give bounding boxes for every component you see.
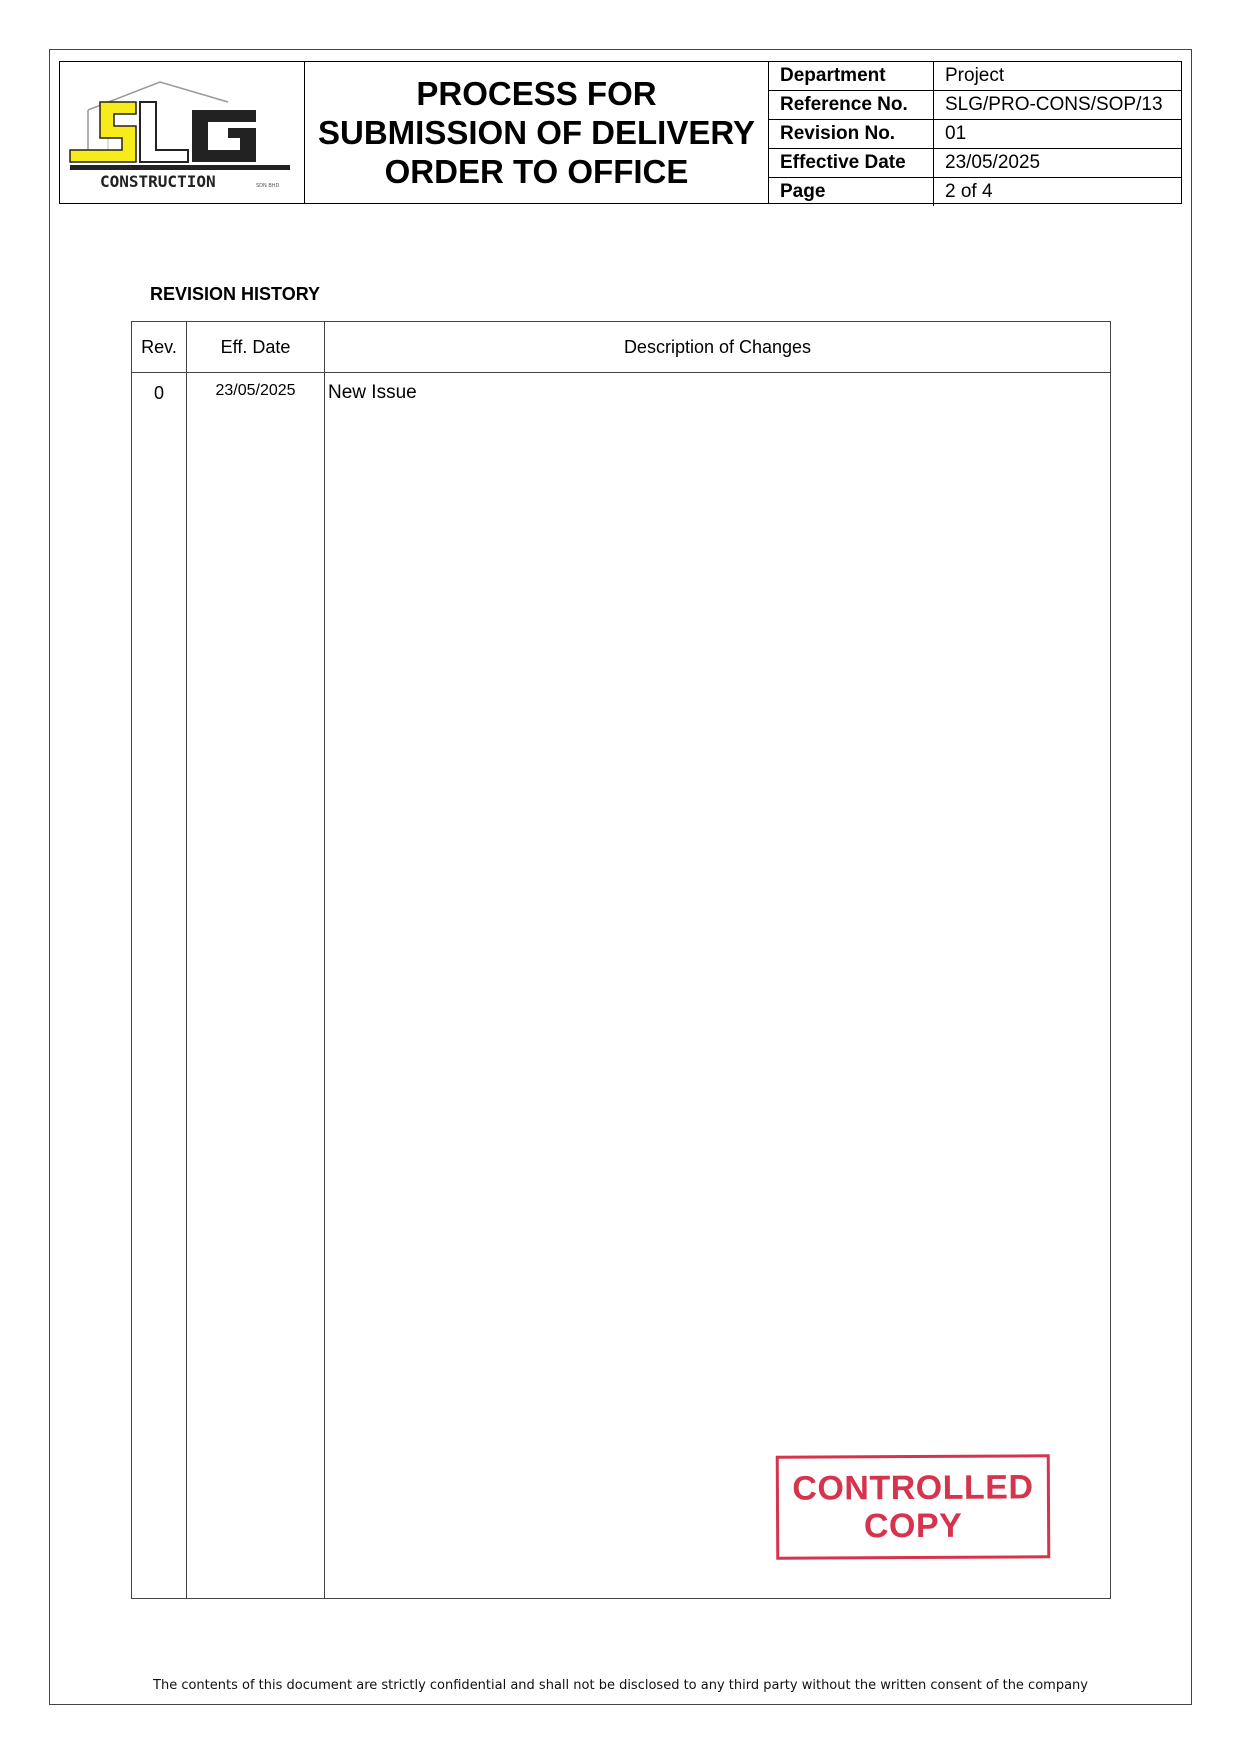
title-line-3: ORDER TO OFFICE (384, 153, 689, 190)
meta-label: Revision No. (769, 120, 934, 149)
revision-history-title: REVISION HISTORY (150, 284, 321, 304)
column-header-description: Description of Changes (325, 322, 1111, 373)
meta-row-reference (769, 91, 1181, 120)
meta-value: Project (934, 62, 1182, 91)
column-header-date: Eff. Date (187, 322, 325, 373)
confidentiality-footer: The contents of this document are strictly confidential and shall not be disclosed to any third party without the written consent of the company (153, 1678, 1088, 1693)
stamp-line-2: COPY (863, 1506, 963, 1546)
company-logo (60, 62, 305, 203)
title-line-2: SUBMISSION OF DELIVERY (318, 114, 755, 151)
meta-value: SLG/PRO-CONS/SOP/13 (934, 91, 1182, 120)
svg-text:SDN BHD: SDN BHD (256, 183, 280, 189)
meta-label: Effective Date (769, 149, 934, 178)
stamp-line-1: CONTROLLED (792, 1468, 1034, 1508)
revision-description: New Issue (325, 373, 1111, 1599)
revision-date: 23/05/2025 (187, 373, 325, 1599)
meta-value: 2 of 4 (945, 181, 993, 202)
meta-label: Reference No. (769, 91, 934, 120)
table-row (132, 373, 1111, 1599)
column-header-rev: Rev. (132, 322, 187, 373)
meta-row-effective-date (769, 149, 1181, 178)
document-header (59, 61, 1182, 204)
meta-value: 01 (934, 120, 1182, 149)
title-line-1: PROCESS FOR (416, 75, 657, 112)
meta-label: Page (769, 178, 934, 207)
table-header-row (132, 322, 1111, 373)
meta-row-department (769, 62, 1181, 91)
meta-row-revision (769, 120, 1181, 149)
meta-row-page (769, 178, 1181, 207)
revision-number: 0 (132, 373, 187, 1599)
document-title (305, 62, 769, 203)
svg-text:CONSTRUCTION: CONSTRUCTION (100, 172, 216, 191)
revision-history-table (131, 321, 1111, 1599)
slg-logo-icon (60, 62, 303, 203)
document-meta-table (769, 62, 1181, 206)
meta-label: Department (769, 62, 934, 91)
meta-value: 23/05/2025 (934, 149, 1182, 178)
controlled-copy-stamp (776, 1454, 1051, 1559)
